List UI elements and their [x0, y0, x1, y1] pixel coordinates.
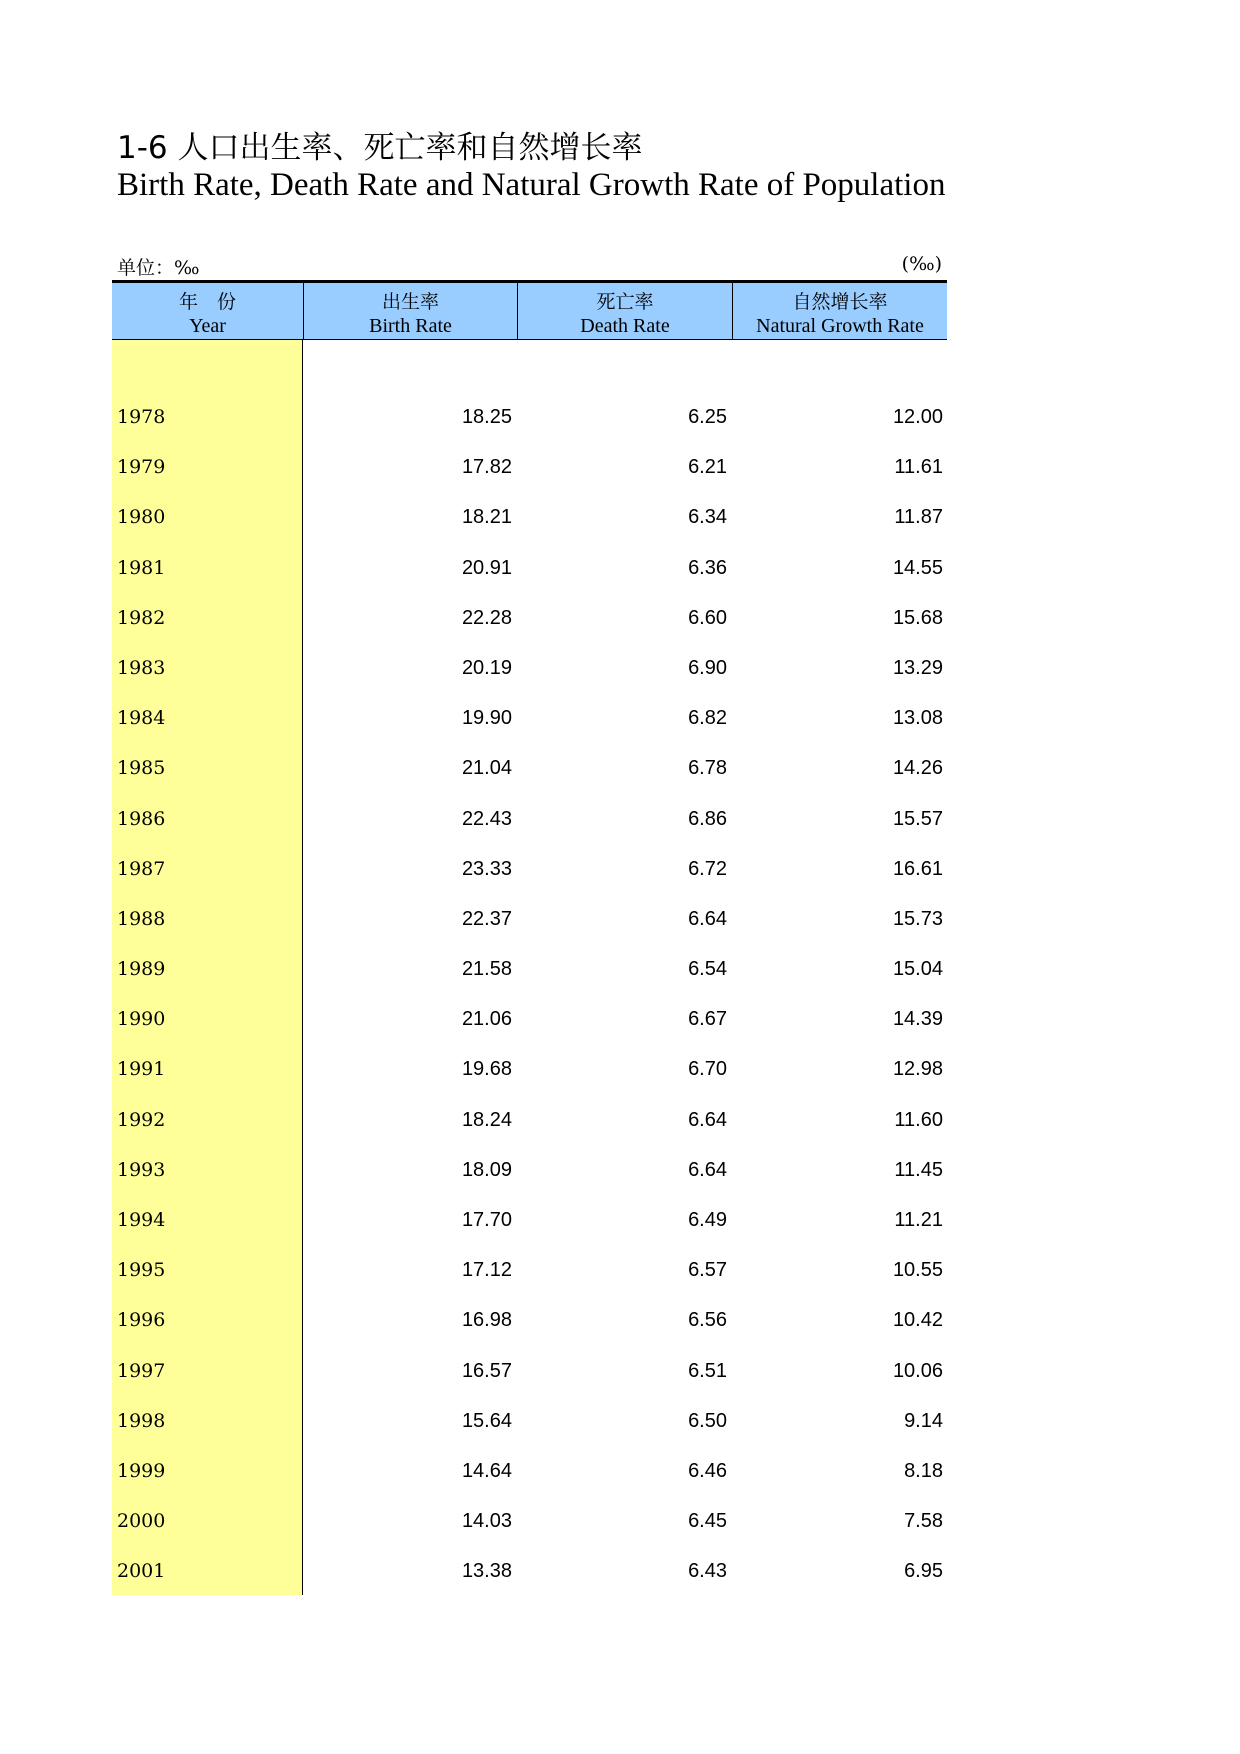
cell-year: 1981 [117, 556, 166, 579]
cell-natural-growth-rate: 7.58 [904, 1510, 943, 1533]
cell-natural-growth-rate: 15.57 [892, 807, 943, 830]
cell-death-rate: 6.54 [688, 958, 727, 981]
cell-year: 1979 [117, 456, 166, 479]
cell-year: 2000 [117, 1510, 166, 1533]
table-row [112, 1394, 947, 1444]
cell-birth-rate: 17.82 [461, 456, 512, 479]
table-row [112, 1243, 947, 1293]
cell-year: 1986 [117, 807, 166, 830]
cell-year: 1997 [117, 1359, 166, 1382]
cell-natural-growth-rate: 12.00 [892, 406, 943, 428]
cell-natural-growth-rate: 11.45 [894, 1158, 943, 1181]
header-birth-rate [303, 283, 517, 340]
cell-year: 1999 [117, 1459, 166, 1482]
cell-death-rate: 6.67 [688, 1008, 727, 1031]
cell-year: 1978 [117, 406, 166, 428]
table-row [112, 541, 947, 591]
cell-natural-growth-rate: 15.04 [892, 958, 943, 981]
cell-natural-growth-rate: 14.26 [892, 757, 943, 780]
header-death-rate-cn: 死亡率 [596, 291, 654, 313]
cell-natural-growth-rate: 13.29 [892, 656, 943, 679]
table-row [112, 641, 947, 691]
cell-natural-growth-rate: 8.18 [904, 1459, 943, 1482]
table-row [112, 992, 947, 1042]
cell-death-rate: 6.46 [688, 1459, 727, 1482]
table-row [112, 741, 947, 791]
cell-death-rate: 6.56 [688, 1309, 727, 1332]
cell-year: 1987 [117, 857, 166, 880]
cell-death-rate: 6.64 [688, 907, 727, 930]
cell-natural-growth-rate: 16.61 [892, 857, 943, 880]
table-row [112, 1143, 947, 1193]
cell-year: 1998 [117, 1409, 166, 1432]
cell-birth-rate: 19.90 [461, 707, 512, 730]
table-row [112, 1494, 947, 1544]
cell-death-rate: 6.64 [688, 1158, 727, 1181]
page-title-en: Birth Rate, Death Rate and Natural Growth Rate of Population [117, 167, 946, 203]
cell-natural-growth-rate: 10.55 [892, 1259, 943, 1282]
cell-death-rate: 6.78 [688, 757, 727, 780]
cell-year: 1988 [117, 907, 166, 930]
table-row [112, 1193, 947, 1243]
data-table-body [112, 390, 947, 1595]
cell-death-rate: 6.82 [688, 707, 727, 730]
header-year [112, 283, 303, 340]
cell-year: 1982 [117, 606, 166, 629]
cell-birth-rate: 20.19 [461, 656, 512, 679]
cell-death-rate: 6.21 [688, 456, 727, 479]
cell-natural-growth-rate: 10.42 [892, 1309, 943, 1332]
cell-birth-rate: 15.64 [461, 1409, 512, 1432]
cell-birth-rate: 22.28 [461, 606, 512, 629]
table-row [112, 1544, 947, 1594]
cell-natural-growth-rate: 15.73 [892, 907, 943, 930]
cell-natural-growth-rate: 11.21 [894, 1209, 943, 1231]
cell-death-rate: 6.25 [688, 406, 727, 428]
table-row [112, 1344, 947, 1394]
cell-birth-rate: 21.58 [461, 958, 512, 981]
unit-label: 单位：‰ [117, 257, 200, 279]
cell-death-rate: 6.36 [688, 556, 727, 579]
cell-birth-rate: 16.57 [461, 1359, 512, 1382]
table-row [112, 440, 947, 490]
table-row [112, 591, 947, 641]
cell-death-rate: 6.49 [688, 1209, 727, 1231]
header-birth-rate-en: Birth Rate [369, 315, 452, 337]
cell-death-rate: 6.70 [688, 1058, 727, 1081]
cell-birth-rate: 17.70 [461, 1209, 512, 1231]
cell-death-rate: 6.72 [688, 857, 727, 880]
cell-birth-rate: 20.91 [461, 556, 512, 579]
cell-year: 1996 [117, 1309, 166, 1332]
table-row [112, 390, 947, 440]
cell-year: 1991 [117, 1058, 166, 1081]
cell-year: 1995 [117, 1259, 166, 1282]
cell-year: 1994 [117, 1209, 166, 1231]
cell-birth-rate: 21.06 [461, 1008, 512, 1031]
cell-birth-rate: 16.98 [461, 1309, 512, 1332]
cell-death-rate: 6.43 [688, 1560, 727, 1583]
cell-natural-growth-rate: 11.60 [894, 1108, 943, 1131]
cell-natural-growth-rate: 9.14 [904, 1409, 943, 1432]
cell-natural-growth-rate: 14.39 [892, 1008, 943, 1031]
cell-year: 1985 [117, 757, 166, 780]
cell-death-rate: 6.60 [688, 606, 727, 629]
cell-year: 1993 [117, 1158, 166, 1181]
table-row [112, 1042, 947, 1092]
cell-death-rate: 6.90 [688, 656, 727, 679]
cell-birth-rate: 18.21 [461, 506, 512, 529]
table-row [112, 1444, 947, 1494]
cell-year: 1990 [117, 1008, 166, 1031]
cell-natural-growth-rate: 12.98 [892, 1058, 943, 1081]
cell-natural-growth-rate: 11.61 [894, 456, 943, 479]
cell-year: 1983 [117, 656, 166, 679]
cell-death-rate: 6.45 [688, 1510, 727, 1533]
page-title-cn: 1-6 人口出生率、死亡率和自然增长率 [117, 130, 643, 166]
header-birth-rate-cn: 出生率 [381, 291, 439, 313]
cell-death-rate: 6.34 [688, 506, 727, 529]
header-death-rate [517, 283, 732, 340]
cell-birth-rate: 22.37 [461, 907, 512, 930]
cell-birth-rate: 17.12 [461, 1259, 512, 1282]
table-row [112, 942, 947, 992]
header-natural-growth-rate [732, 283, 947, 340]
cell-year: 1984 [117, 707, 166, 730]
header-growth-rate-cn: 自然增长率 [792, 291, 888, 313]
cell-death-rate: 6.51 [688, 1359, 727, 1382]
cell-birth-rate: 14.64 [461, 1459, 512, 1482]
unit-label-right: (‰) [901, 253, 942, 275]
cell-birth-rate: 19.68 [461, 1058, 512, 1081]
header-year-en: Year [189, 315, 226, 337]
cell-year: 1980 [117, 506, 166, 529]
cell-birth-rate: 14.03 [461, 1510, 512, 1533]
table-row [112, 1093, 947, 1143]
cell-birth-rate: 21.04 [461, 757, 512, 780]
cell-natural-growth-rate: 14.55 [892, 556, 943, 579]
cell-natural-growth-rate: 11.87 [894, 506, 943, 529]
cell-death-rate: 6.57 [688, 1259, 727, 1282]
cell-year: 2001 [117, 1560, 166, 1583]
cell-natural-growth-rate: 13.08 [892, 707, 943, 730]
table-row [112, 691, 947, 741]
table-row [112, 792, 947, 842]
cell-birth-rate: 13.38 [461, 1560, 512, 1583]
cell-natural-growth-rate: 6.95 [904, 1560, 943, 1583]
table-row [112, 842, 947, 892]
cell-birth-rate: 18.09 [461, 1158, 512, 1181]
cell-death-rate: 6.86 [688, 807, 727, 830]
table-row [112, 892, 947, 942]
header-growth-rate-en: Natural Growth Rate [756, 315, 924, 337]
cell-natural-growth-rate: 15.68 [892, 606, 943, 629]
header-year-cn: 年 份 [178, 291, 236, 313]
cell-year: 1989 [117, 958, 166, 981]
cell-natural-growth-rate: 10.06 [892, 1359, 943, 1382]
cell-birth-rate: 18.24 [461, 1108, 512, 1131]
cell-death-rate: 6.64 [688, 1108, 727, 1131]
table-row [112, 1293, 947, 1343]
cell-birth-rate: 18.25 [461, 406, 512, 428]
cell-birth-rate: 23.33 [461, 857, 512, 880]
header-death-rate-en: Death Rate [580, 315, 670, 337]
cell-birth-rate: 22.43 [461, 807, 512, 830]
cell-year: 1992 [117, 1108, 166, 1131]
cell-death-rate: 6.50 [688, 1409, 727, 1432]
table-row [112, 490, 947, 540]
